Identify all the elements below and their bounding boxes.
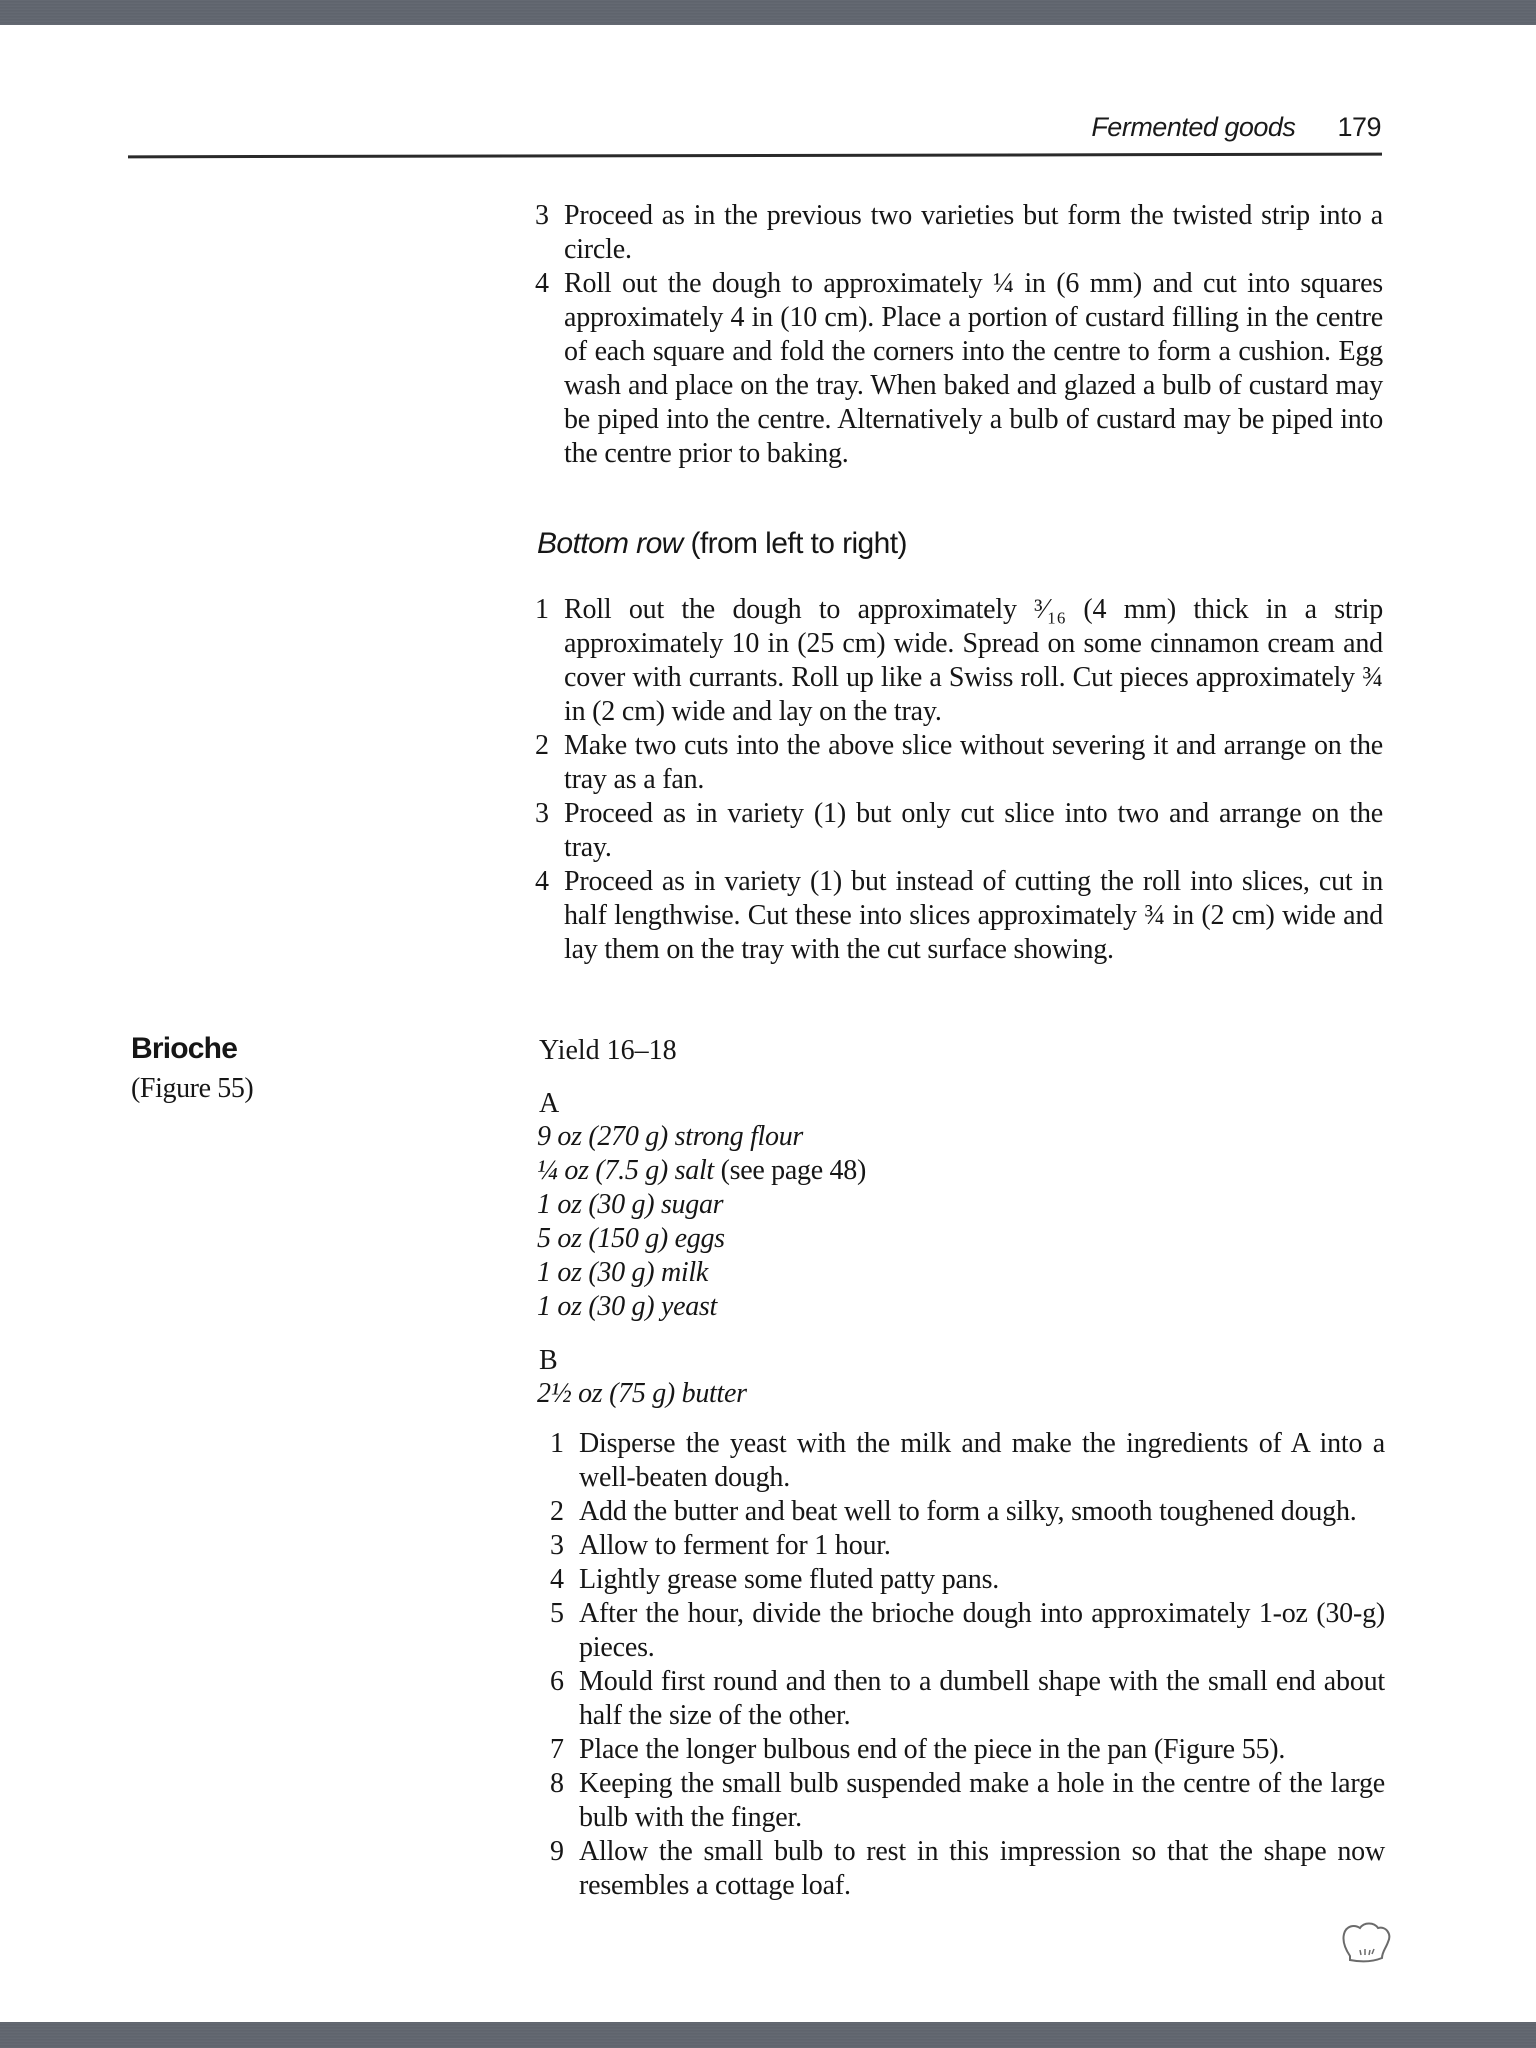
step-text: Mould first round and then to a dumbell shape with the small end about half the size of the other. xyxy=(579,1666,1385,1731)
list-item xyxy=(535,267,1383,471)
item-text: Make two cuts into the above slice without severing it and arrange on the tray as a fan. xyxy=(564,730,1383,795)
method-step xyxy=(550,1597,1385,1665)
item-number: 4 xyxy=(535,866,549,897)
ingredient-text: 1 oz (30 g) yeast xyxy=(537,1291,717,1322)
item-number: 1 xyxy=(535,594,549,625)
ingredient-text: 5 oz (150 g) eggs xyxy=(537,1223,725,1254)
step-number: 7 xyxy=(550,1734,564,1765)
ingredient-item xyxy=(537,1120,866,1154)
item-text: Roll out the dough to approximately ³⁄₁₆ (4 mm) thick in a strip approximately 10 in (25 cm) wide. Spread on some cinnamon cream and cover with currants. Roll up like a Swiss roll. Cut pieces approximately ¾ in (2 cm) wide and lay on the tray. xyxy=(564,594,1383,727)
ingredient-item xyxy=(537,1290,866,1324)
method-step xyxy=(550,1767,1385,1835)
step-number: 1 xyxy=(550,1428,564,1459)
ingredient-item xyxy=(537,1222,866,1256)
recipe-title: Brioche xyxy=(131,1032,238,1065)
ingredient-text: 2½ oz (75 g) butter xyxy=(537,1378,747,1409)
running-head xyxy=(1091,112,1381,143)
top-row-list xyxy=(535,199,1383,471)
section-title: Fermented goods xyxy=(1091,112,1296,142)
ingredient-note: (see page 48) xyxy=(713,1155,866,1186)
step-number: 3 xyxy=(550,1530,564,1561)
step-text: Allow the small bulb to rest in this impression so that the shape now resembles a cottage loaf. xyxy=(579,1836,1385,1901)
method-step xyxy=(550,1733,1385,1767)
method-step xyxy=(550,1835,1385,1903)
step-number: 9 xyxy=(550,1836,564,1867)
item-number: 4 xyxy=(535,268,549,299)
ingredient-text: 1 oz (30 g) milk xyxy=(537,1257,708,1288)
ingredient-text: ¼ oz (7.5 g) salt xyxy=(537,1155,714,1186)
step-text: Lightly grease some fluted patty pans. xyxy=(579,1564,1000,1595)
step-text: Allow to ferment for 1 hour. xyxy=(579,1530,891,1561)
item-number: 3 xyxy=(535,200,549,231)
step-number: 4 xyxy=(550,1564,564,1595)
method-step xyxy=(550,1529,1385,1563)
recipe-yield: Yield 16–18 xyxy=(539,1035,677,1066)
list-item xyxy=(535,865,1383,967)
heading-rest: (from left to right) xyxy=(682,527,907,560)
ingredient-list-b xyxy=(537,1377,747,1411)
ingredient-list-a xyxy=(537,1120,866,1324)
step-text: Disperse the yeast with the milk and make the ingredients of A into a well-beaten dough. xyxy=(579,1428,1385,1493)
method-step xyxy=(550,1563,1385,1597)
bottom-row-heading xyxy=(537,527,907,561)
list-item xyxy=(535,593,1383,729)
ingredient-item xyxy=(537,1256,866,1290)
top-toolbar-bar xyxy=(0,0,1536,25)
item-text: Proceed as in variety (1) but instead of cutting the roll into slices, cut in half lengthwise. Cut these into slices approximately ¾ in (2 cm) wide and lay them on the tray with the cut surface showing. xyxy=(564,866,1383,965)
item-text: Proceed as in the previous two varieties but form the twisted strip into a circle. xyxy=(564,200,1383,265)
page-number: 179 xyxy=(1337,112,1381,142)
ingredient-item xyxy=(537,1188,866,1222)
ingredient-group-a-label: A xyxy=(539,1088,560,1119)
ingredient-text: 1 oz (30 g) sugar xyxy=(537,1189,724,1220)
item-number: 2 xyxy=(535,730,549,761)
bottom-row-list xyxy=(535,593,1383,967)
heading-italic: Bottom row xyxy=(537,527,683,560)
list-item xyxy=(535,729,1383,797)
step-number: 5 xyxy=(550,1598,564,1629)
item-number: 3 xyxy=(535,798,549,829)
item-text: Roll out the dough to approximately ¼ in (6 mm) and cut into squares approximately 4 in (10 cm). Place a portion of custard filling in the centre of each square and fold the corners into the centre to form a cushion. Egg wash and place on the tray. When baked and glazed a bulb of custard may be piped into the centre. Alternatively a bulb of custard may be piped into the centre prior to baking. xyxy=(564,268,1383,469)
step-text: Keeping the small bulb suspended make a hole in the centre of the large bulb with the finger. xyxy=(579,1768,1385,1833)
step-number: 8 xyxy=(550,1768,564,1799)
header-rule xyxy=(128,153,1382,159)
method-step xyxy=(550,1665,1385,1733)
ingredient-group-b-label: B xyxy=(539,1345,558,1376)
ingredient-text: 9 oz (270 g) strong flour xyxy=(537,1121,804,1152)
method-step xyxy=(550,1427,1385,1495)
figure-reference: (Figure 55) xyxy=(131,1073,254,1104)
method-list xyxy=(550,1427,1385,1903)
chef-hat-icon[interactable] xyxy=(1340,1920,1392,1966)
step-number: 6 xyxy=(550,1666,564,1697)
step-text: Place the longer bulbous end of the piece in the pan (Figure 55). xyxy=(579,1734,1286,1765)
step-text: After the hour, divide the brioche dough into approximately 1-oz (30-g) pieces. xyxy=(579,1598,1385,1663)
ingredient-item xyxy=(537,1154,866,1188)
item-text: Proceed as in variety (1) but only cut slice into two and arrange on the tray. xyxy=(564,798,1383,863)
list-item xyxy=(535,199,1383,267)
bottom-toolbar-bar xyxy=(0,2022,1536,2048)
method-step xyxy=(550,1495,1385,1529)
step-text: Add the butter and beat well to form a silky, smooth toughened dough. xyxy=(579,1496,1357,1527)
step-number: 2 xyxy=(550,1496,564,1527)
ingredient-item xyxy=(537,1377,747,1411)
list-item xyxy=(535,797,1383,865)
